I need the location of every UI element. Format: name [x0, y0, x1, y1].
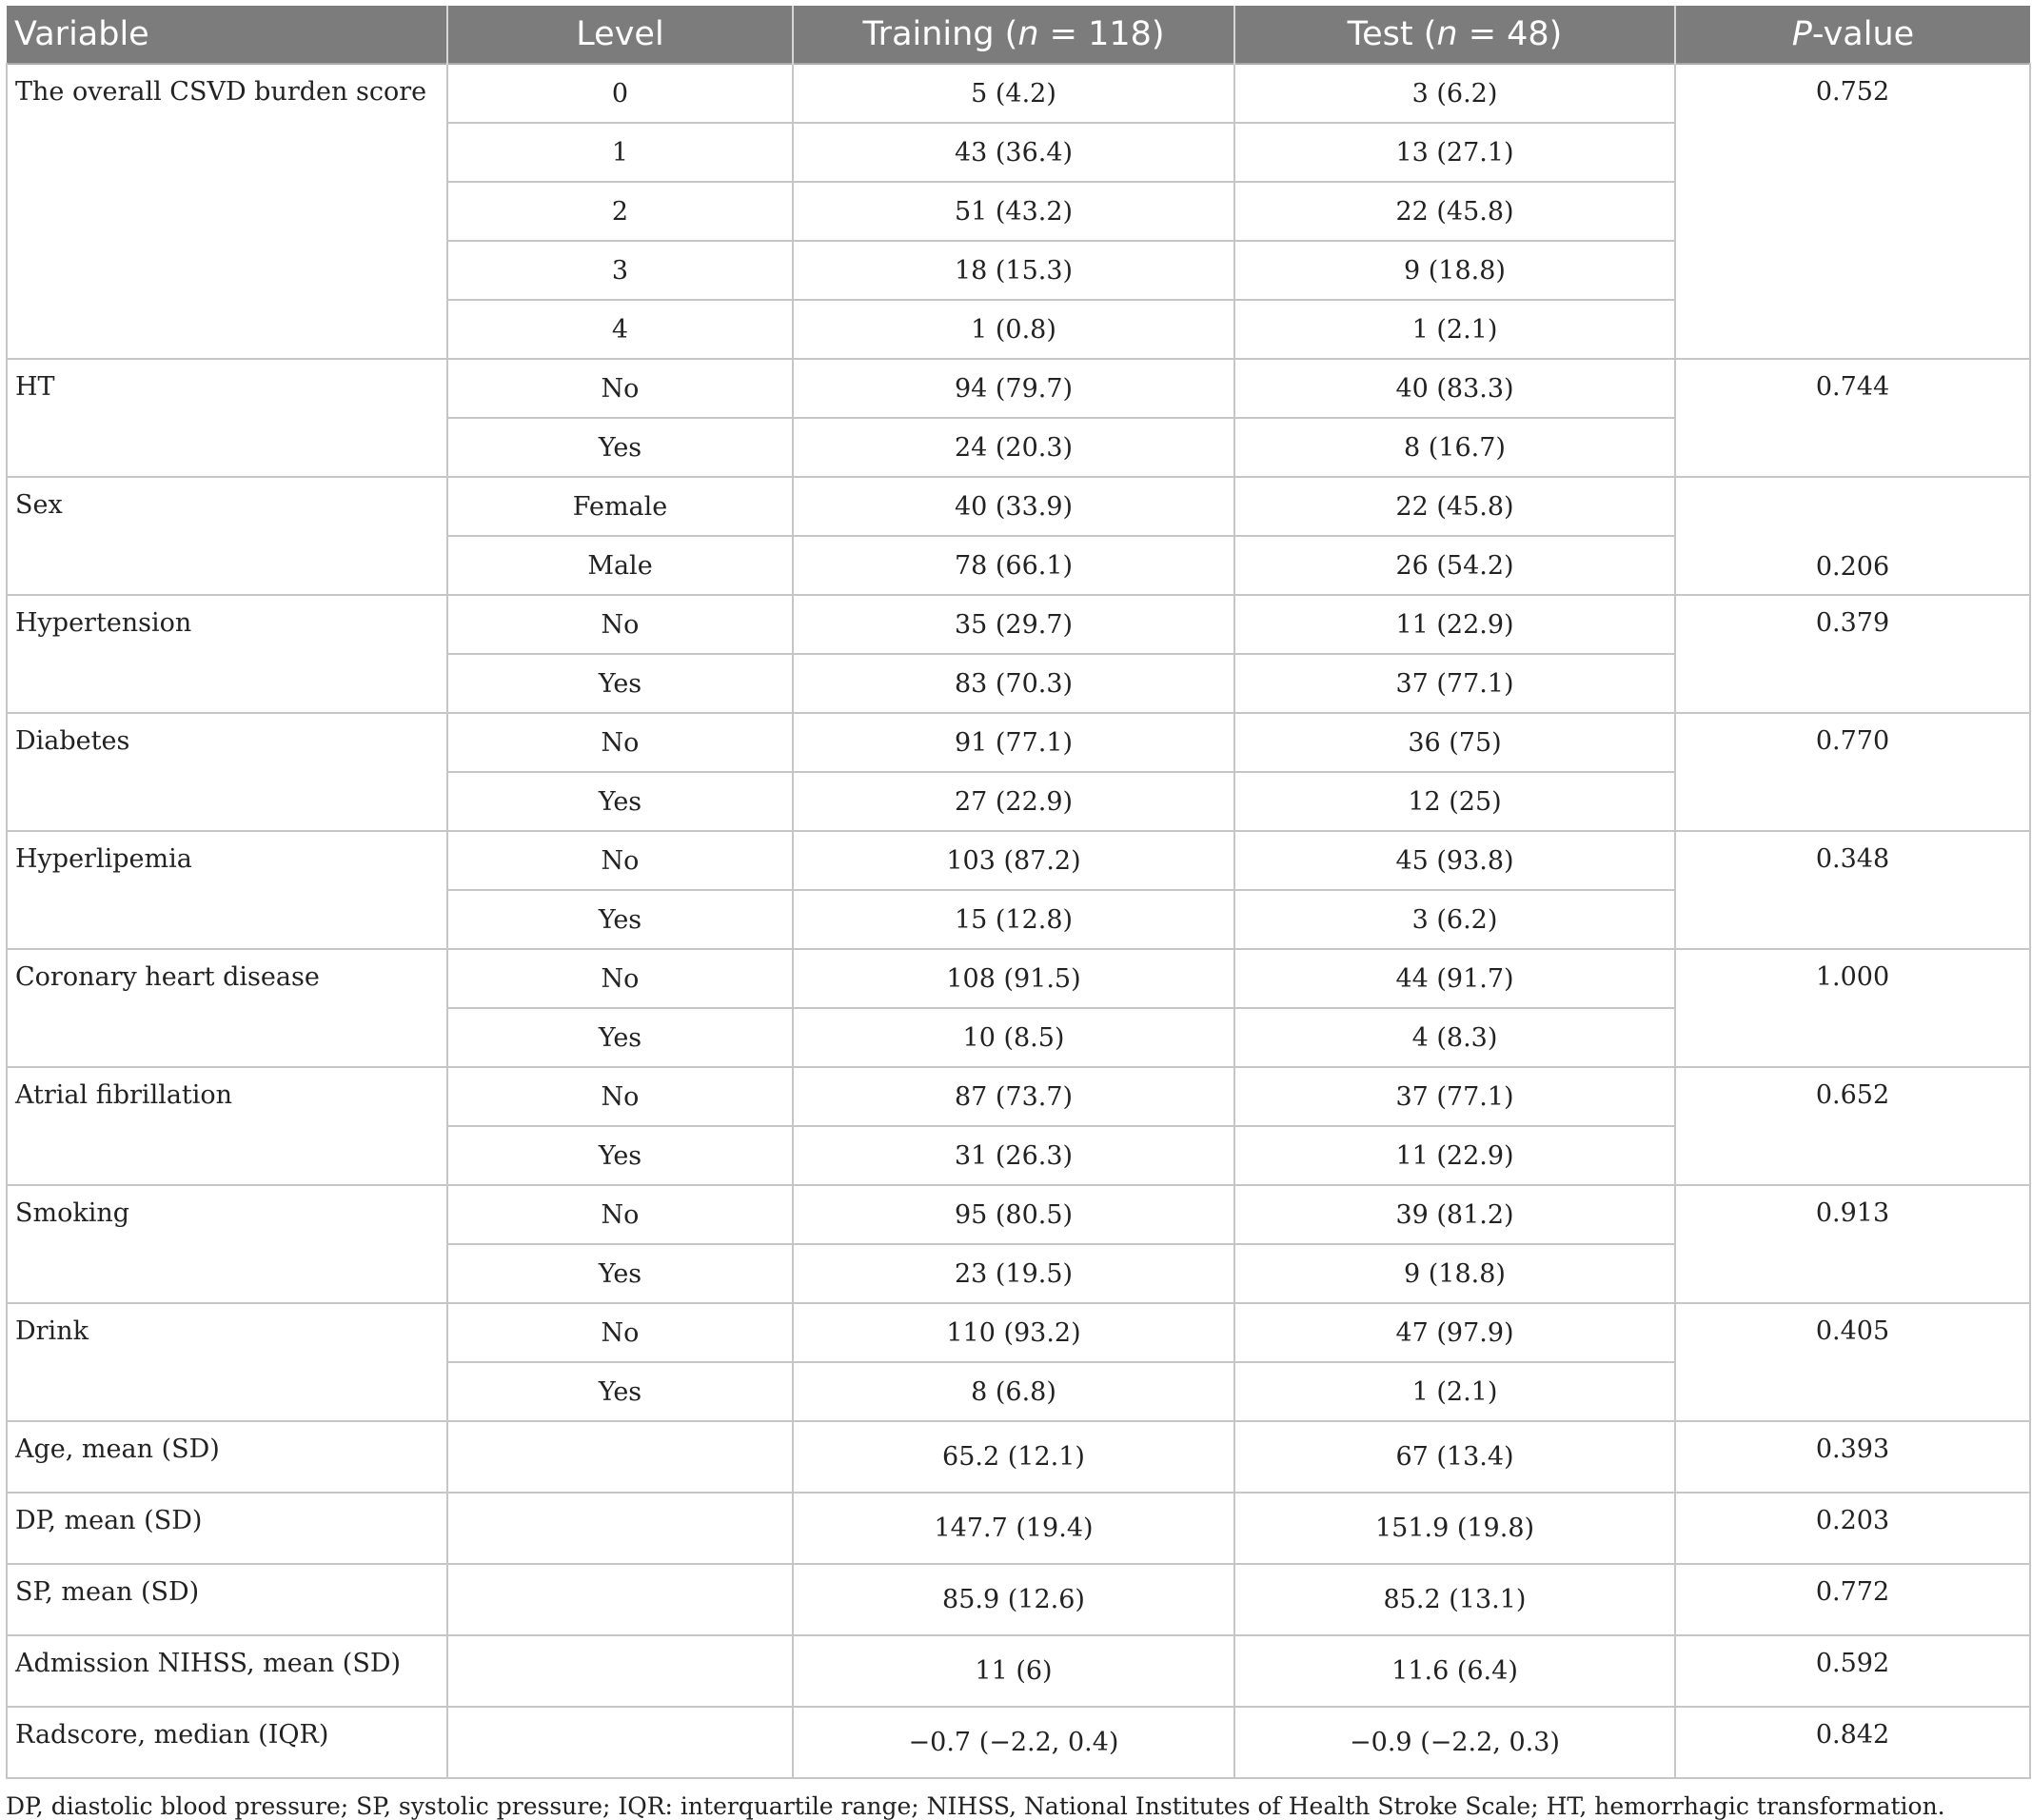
- p-value-cell: 0.592: [1675, 1635, 2030, 1707]
- level-cell: Yes: [447, 1008, 793, 1067]
- level-cell: [447, 1493, 793, 1564]
- p-value-cell: 1.000: [1675, 949, 2030, 1067]
- table-row: [7, 359, 2030, 418]
- training-cell: 110 (93.2): [793, 1303, 1234, 1362]
- test-cell: 9 (18.8): [1234, 1244, 1675, 1303]
- header-level: Level: [447, 6, 793, 64]
- table-row: [7, 1067, 2030, 1126]
- header-test: [1234, 6, 1675, 64]
- level-cell: No: [447, 1303, 793, 1362]
- test-cell: 8 (16.7): [1234, 418, 1675, 477]
- table-body: [7, 64, 2030, 1778]
- test-cell: 36 (75): [1234, 713, 1675, 772]
- level-cell: Yes: [447, 418, 793, 477]
- test-cell: 1 (2.1): [1234, 300, 1675, 359]
- level-cell: 2: [447, 182, 793, 241]
- level-cell: No: [447, 1185, 793, 1244]
- training-cell: 94 (79.7): [793, 359, 1234, 418]
- training-cell: 27 (22.9): [793, 772, 1234, 831]
- p-value-cell: 0.405: [1675, 1303, 2030, 1421]
- table-row: [7, 949, 2030, 1008]
- training-cell: 10 (8.5): [793, 1008, 1234, 1067]
- p-value-cell: 0.744: [1675, 359, 2030, 477]
- training-cell: 51 (43.2): [793, 182, 1234, 241]
- p-value-cell: 0.348: [1675, 831, 2030, 949]
- p-value-cell: 0.770: [1675, 713, 2030, 831]
- level-cell: [447, 1564, 793, 1635]
- p-value-cell: 0.752: [1675, 64, 2030, 359]
- p-value-cell: 0.203: [1675, 1493, 2030, 1564]
- level-cell: Yes: [447, 1126, 793, 1185]
- header-p-value: [1675, 6, 2030, 64]
- test-cell: 47 (97.9): [1234, 1303, 1675, 1362]
- level-cell: No: [447, 1067, 793, 1126]
- test-cell: 1 (2.1): [1234, 1362, 1675, 1421]
- header-p-suffix: -value: [1811, 15, 1915, 53]
- variable-cell: Sex: [7, 477, 447, 595]
- p-value-cell: 0.379: [1675, 595, 2030, 713]
- training-cell: 83 (70.3): [793, 654, 1234, 713]
- level-cell: 0: [447, 64, 793, 123]
- training-cell: 103 (87.2): [793, 831, 1234, 890]
- variable-cell: The overall CSVD burden score: [7, 64, 447, 359]
- test-cell: 85.2 (13.1): [1234, 1564, 1675, 1635]
- level-cell: 4: [447, 300, 793, 359]
- training-cell: 24 (20.3): [793, 418, 1234, 477]
- level-cell: Yes: [447, 1244, 793, 1303]
- test-cell: 151.9 (19.8): [1234, 1493, 1675, 1564]
- variable-cell: SP, mean (SD): [7, 1564, 447, 1635]
- header-training: [793, 6, 1234, 64]
- level-cell: Yes: [447, 890, 793, 949]
- p-value-cell: 0.772: [1675, 1564, 2030, 1635]
- level-cell: Yes: [447, 654, 793, 713]
- table-row: [7, 595, 2030, 654]
- training-cell: 147.7 (19.4): [793, 1493, 1234, 1564]
- test-cell: 44 (91.7): [1234, 949, 1675, 1008]
- level-cell: 1: [447, 123, 793, 182]
- variable-cell: Admission NIHSS, mean (SD): [7, 1635, 447, 1707]
- header-test-n: n: [1436, 15, 1458, 53]
- variable-cell: Smoking: [7, 1185, 447, 1303]
- table-row: [7, 1707, 2030, 1778]
- test-cell: 11 (22.9): [1234, 1126, 1675, 1185]
- training-cell: 23 (19.5): [793, 1244, 1234, 1303]
- p-value-cell: 0.913: [1675, 1185, 2030, 1303]
- training-cell: 40 (33.9): [793, 477, 1234, 536]
- test-cell: 22 (45.8): [1234, 182, 1675, 241]
- level-cell: No: [447, 831, 793, 890]
- variable-cell: Radscore, median (IQR): [7, 1707, 447, 1778]
- test-cell: 26 (54.2): [1234, 536, 1675, 595]
- level-cell: [447, 1707, 793, 1778]
- header-row: [7, 6, 2030, 64]
- test-cell: 37 (77.1): [1234, 654, 1675, 713]
- training-cell: 85.9 (12.6): [793, 1564, 1234, 1635]
- level-cell: No: [447, 713, 793, 772]
- table-row: [7, 1303, 2030, 1362]
- header-p-symbol: P: [1791, 15, 1812, 53]
- table-container: [6, 6, 2029, 1820]
- test-cell: 12 (25): [1234, 772, 1675, 831]
- variable-cell: Coronary heart disease: [7, 949, 447, 1067]
- level-cell: [447, 1421, 793, 1493]
- table-footnote: DP, diastolic blood pressure; SP, systolic pressure; IQR: interquartile range; NIHSS, National Institutes of Health Stroke Scale; HT, hemorrhagic transformation.: [6, 1792, 1945, 1820]
- training-cell: 11 (6): [793, 1635, 1234, 1707]
- header-training-suffix: = 118): [1038, 15, 1165, 53]
- level-cell: Male: [447, 536, 793, 595]
- header-test-suffix: = 48): [1457, 15, 1563, 53]
- test-cell: 37 (77.1): [1234, 1067, 1675, 1126]
- header-variable: Variable: [7, 6, 447, 64]
- test-cell: 67 (13.4): [1234, 1421, 1675, 1493]
- test-cell: 3 (6.2): [1234, 890, 1675, 949]
- table-row: [7, 64, 2030, 123]
- table-row: [7, 477, 2030, 536]
- header-test-prefix: Test (: [1347, 15, 1437, 53]
- level-cell: [447, 1635, 793, 1707]
- level-cell: 3: [447, 241, 793, 300]
- training-cell: 87 (73.7): [793, 1067, 1234, 1126]
- test-cell: 11 (22.9): [1234, 595, 1675, 654]
- test-cell: 22 (45.8): [1234, 477, 1675, 536]
- header-training-n: n: [1017, 15, 1039, 53]
- test-cell: 39 (81.2): [1234, 1185, 1675, 1244]
- p-value-cell: 0.652: [1675, 1067, 2030, 1185]
- variable-cell: Atrial fibrillation: [7, 1067, 447, 1185]
- header-training-prefix: Training (: [862, 15, 1018, 53]
- training-cell: 5 (4.2): [793, 64, 1234, 123]
- table-row: [7, 1564, 2030, 1635]
- p-value-cell: 0.393: [1675, 1421, 2030, 1493]
- training-cell: 1 (0.8): [793, 300, 1234, 359]
- variable-cell: Diabetes: [7, 713, 447, 831]
- level-cell: Yes: [447, 1362, 793, 1421]
- variable-cell: Age, mean (SD): [7, 1421, 447, 1493]
- training-cell: 65.2 (12.1): [793, 1421, 1234, 1493]
- table-row: [7, 1493, 2030, 1564]
- variable-cell: Hyperlipemia: [7, 831, 447, 949]
- level-cell: No: [447, 359, 793, 418]
- test-cell: 40 (83.3): [1234, 359, 1675, 418]
- level-cell: No: [447, 949, 793, 1008]
- training-cell: 91 (77.1): [793, 713, 1234, 772]
- training-cell: 15 (12.8): [793, 890, 1234, 949]
- training-cell: −0.7 (−2.2, 0.4): [793, 1707, 1234, 1778]
- table-row: [7, 1635, 2030, 1707]
- table-row: [7, 1185, 2030, 1244]
- p-value-cell: 0.206: [1675, 477, 2030, 595]
- test-cell: 11.6 (6.4): [1234, 1635, 1675, 1707]
- training-cell: 43 (36.4): [793, 123, 1234, 182]
- level-cell: Female: [447, 477, 793, 536]
- training-cell: 8 (6.8): [793, 1362, 1234, 1421]
- variable-cell: HT: [7, 359, 447, 477]
- variable-cell: Hypertension: [7, 595, 447, 713]
- variable-cell: Drink: [7, 1303, 447, 1421]
- test-cell: −0.9 (−2.2, 0.3): [1234, 1707, 1675, 1778]
- level-cell: No: [447, 595, 793, 654]
- training-cell: 108 (91.5): [793, 949, 1234, 1008]
- test-cell: 9 (18.8): [1234, 241, 1675, 300]
- test-cell: 13 (27.1): [1234, 123, 1675, 182]
- training-cell: 18 (15.3): [793, 241, 1234, 300]
- data-table: [6, 6, 2031, 1779]
- table-row: [7, 1421, 2030, 1493]
- training-cell: 78 (66.1): [793, 536, 1234, 595]
- test-cell: 45 (93.8): [1234, 831, 1675, 890]
- table-row: [7, 831, 2030, 890]
- training-cell: 35 (29.7): [793, 595, 1234, 654]
- test-cell: 4 (8.3): [1234, 1008, 1675, 1067]
- table-row: [7, 713, 2030, 772]
- level-cell: Yes: [447, 772, 793, 831]
- training-cell: 95 (80.5): [793, 1185, 1234, 1244]
- training-cell: 31 (26.3): [793, 1126, 1234, 1185]
- test-cell: 3 (6.2): [1234, 64, 1675, 123]
- p-value-cell: 0.842: [1675, 1707, 2030, 1778]
- variable-cell: DP, mean (SD): [7, 1493, 447, 1564]
